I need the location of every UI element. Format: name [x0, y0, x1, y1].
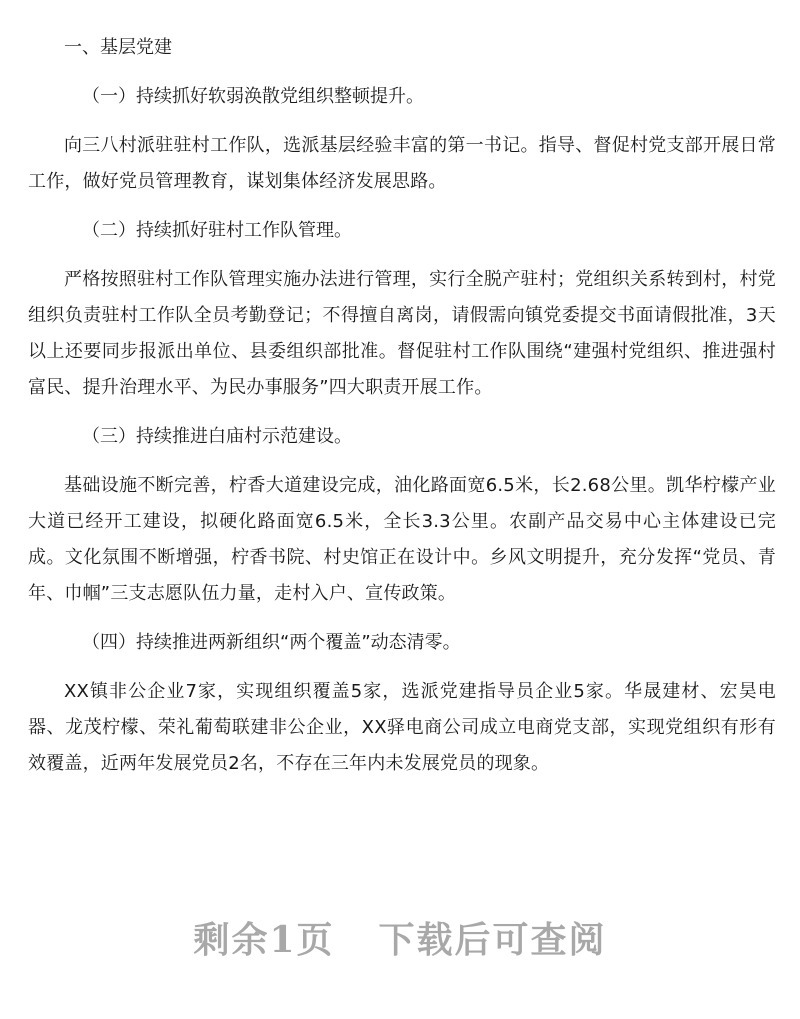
- document-content: [28, 30, 776, 795]
- item-heading-4: （四）持续推进两新组织“两个覆盖”动态清零。: [82, 632, 461, 653]
- item-body-1: 向三八村派驻驻村工作队，选派基层经验丰富的第一书记。指导、督促村党支部开展日常工作，做好党员管理教育，谋划集体经济发展思路。: [28, 135, 776, 192]
- download-to-view-text: 下载后可查阅: [378, 919, 607, 961]
- item-body-4: XX镇非公企业7家，实现组织覆盖5家，选派党建指导员企业5家。华晟建材、宏昊电器、龙茂柠檬、荣礼葡萄联建非公企业，XX驿电商公司成立电商党支部，实现党组织有形有效覆盖，近两年发展党员2名，不存在三年内未发展党员的现象。: [28, 681, 776, 774]
- remaining-pages-text: 剩余1页: [193, 919, 335, 961]
- item-heading-2: （二）持续抓好驻村工作队管理。: [82, 220, 352, 241]
- item-body-2: 严格按照驻村工作队管理实施办法进行管理，实行全脱产驻村；党组织关系转到村，村党组织负责驻村工作队全员考勤登记；不得擅自离岗，请假需向镇党委提交书面请假批准，3天以上还要同步报派出单位、县委组织部批准。督促驻村工作队围绕“建强村党组织、推进强村富民、提升治理水平、为民办事服务”四大职责开展工作。: [28, 269, 776, 398]
- item-heading-3: （三）持续推进白庙村示范建设。: [82, 426, 352, 447]
- item-body-3: 基础设施不断完善，柠香大道建设完成，油化路面宽6.5米，长2.68公里。凯华柠檬产业大道已经开工建设，拟硬化路面宽6.5米，全长3.3公里。农副产品交易中心主体建设已完成。文化氛围不断增强，柠香书院、村史馆正在设计中。乡风文明提升，充分发挥“党员、青年、巾帼”三支志愿队伍力量，走村入户、宣传政策。: [28, 475, 776, 604]
- download-prompt-banner[interactable]: [0, 912, 800, 963]
- item-heading-1: （一）持续抓好软弱涣散党组织整顿提升。: [82, 86, 424, 107]
- section-title: 一、基层党建: [64, 37, 172, 58]
